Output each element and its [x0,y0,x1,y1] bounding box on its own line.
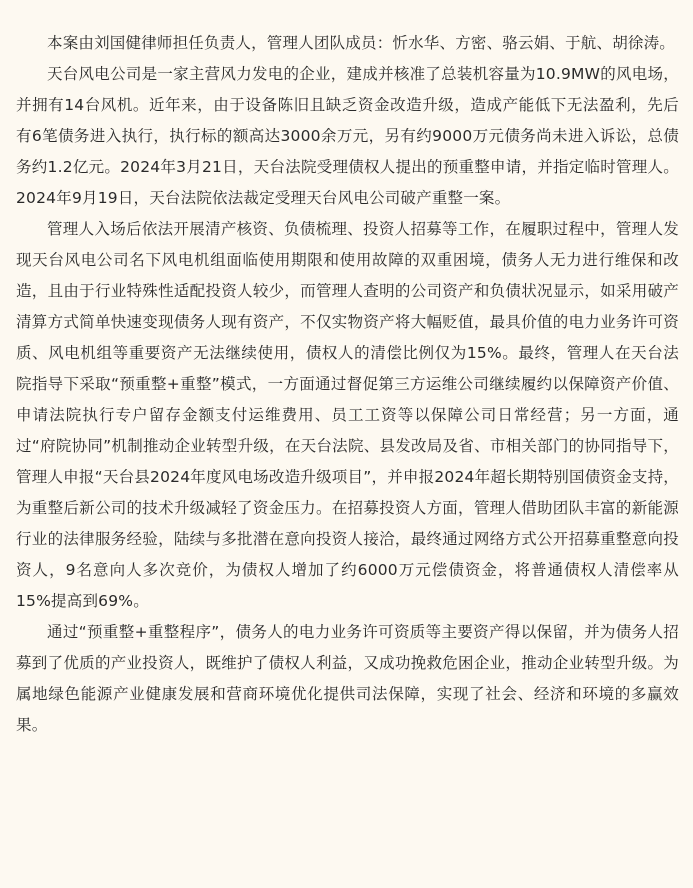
paragraph-process: 管理人入场后依法开展清产核资、负债梳理、投资人招募等工作，在履职过程中，管理人发现天台风电公司名下风电机组面临使用期限和使用故障的双重困境，债务人无力进行维保和改造，且由于行业特殊性适配投资人较少，而管理人查明的公司资产和负债状况显示，如采用破产清算方式简单快速变现债务人现有资产，不仅实物资产将大幅贬值，最具价值的电力业务许可资质、风电机组等重要资产无法继续使用，债权人的清偿比例仅为15%。最终，管理人在天台法院指导下采取“预重整+重整”模式，一方面通过督促第三方运维公司继续履约以保障资产价值、申请法院执行专户留存金额支付运维费用、员工工资等以保障公司日常经营；另一方面，通过“府院协同”机制推动企业转型升级，在天台法院、县发改局及省、市相关部门的协同指导下，管理人申报“天台县2024年度风电场改造升级项目”，并申报2024年超长期特别国债资金支持，为重整后新公司的技术升级减轻了资金压力。在招募投资人方面，管理人借助团队丰富的新能源行业的法律服务经验，陆续与多批潜在意向投资人接洽，最终通过网络方式公开招募重整意向投资人，9名意向人多次竞价，为债权人增加了约6000万元偿债资金，将普通债权人清偿率从15%提高到69%。 [16,220,679,610]
paragraph-background: 天台风电公司是一家主营风力发电的企业，建成并核准了总装机容量为10.9MW的风电场，并拥有14台风机。近年来，由于设备陈旧且缺乏资金改造升级，造成产能低下无法盈利，先后有6笔债务进入执行，执行标的额高达3000余万元，另有约9000万元债务尚未进入诉讼，总债务约1.2亿元。2024年3月21日，天台法院受理债权人提出的预重整申请，并指定临时管理人。2024年9月19日，天台法院依法裁定受理天台风电公司破产重整一案。 [16,65,679,207]
paragraph-team: 本案由刘国健律师担任负责人，管理人团队成员：忻水华、方密、骆云娟、于航、胡徐涛。 [47,34,676,52]
paragraph-outcome: 通过“预重整+重整程序”，债务人的电力业务许可资质等主要资产得以保留，并为债务人招募到了优质的产业投资人，既维护了债权人利益，又成功挽救危困企业，推动企业转型升级。为属地绿色能源产业健康发展和营商环境优化提供司法保障，实现了社会、经济和环境的多赢效果。 [16,623,679,734]
